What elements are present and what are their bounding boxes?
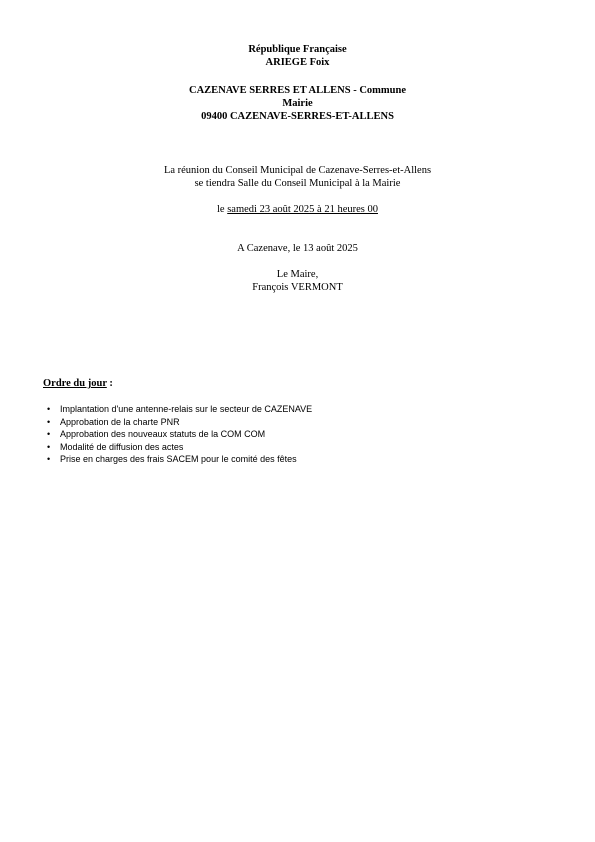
department-line: ARIEGE Foix (265, 57, 330, 68)
bullet-icon: • (47, 441, 51, 452)
agenda-item (43, 453, 312, 466)
bullet-icon: • (47, 404, 51, 414)
agenda-item-text: Approbation de la charte PNR (60, 416, 180, 427)
agenda-list (43, 403, 312, 466)
meeting-date-line (0, 203, 595, 216)
commune-line: CAZENAVE SERRES ET ALLENS - Commune (189, 85, 406, 96)
agenda-title-colon: : (106, 378, 113, 389)
agenda-item (43, 441, 312, 454)
place-date-line: A Cazenave, le 13 août 2025 (237, 243, 358, 254)
agenda-item (43, 403, 312, 416)
agenda-item-text: Approbation des nouveaux statuts de la COM COM (60, 429, 266, 439)
notice-line-1: La réunion du Conseil Municipal de Cazenave-Serres-et-Allens (163, 165, 432, 176)
agenda-item-text: Modalité de diffusion des actes (60, 441, 184, 452)
notice-line-2: se tiendra Salle du Conseil Municipal à la Mairie (194, 178, 401, 189)
meeting-date-prefix: le (217, 204, 228, 215)
agenda-item (43, 428, 312, 441)
bullet-icon: • (47, 416, 51, 427)
meeting-date: samedi 23 août 2025 à 21 heures 00 (227, 204, 378, 215)
agenda-title (43, 377, 113, 390)
agenda-item-text: Prise en charges des frais SACEM pour le comité des fêtes (60, 454, 297, 464)
agenda-item-text: Implantation d'une antenne-relais sur le secteur de CAZENAVE (60, 404, 313, 414)
bullet-icon: • (47, 454, 51, 464)
bullet-icon: • (47, 429, 51, 439)
mayor-name: François VERMONT (252, 282, 343, 293)
agenda-item (43, 416, 312, 429)
agenda-title-text: Ordre du jour (43, 378, 107, 389)
address-line: 09400 CAZENAVE-SERRES-ET-ALLENS (201, 111, 394, 122)
republic-line: République Française (248, 44, 347, 55)
mayor-role: Le Maire, (276, 269, 319, 280)
mairie-line: Mairie (282, 98, 313, 109)
